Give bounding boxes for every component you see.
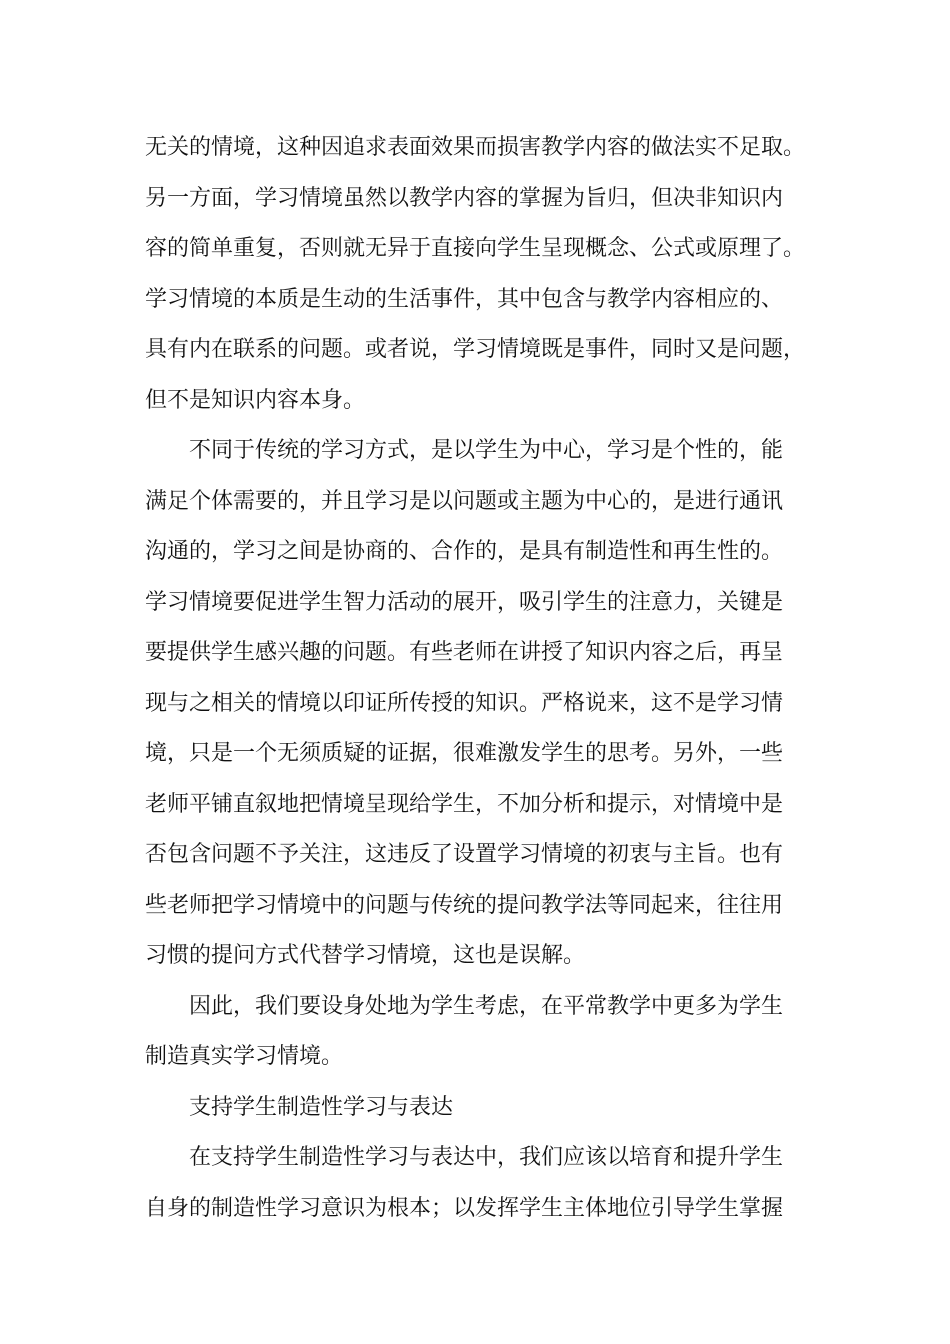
text-line: 具有内在联系的问题。或者说，学习情境既是事件，同时又是问题， xyxy=(145,337,806,362)
text-line: 现与之相关的情境以印证所传授的知识。严格说来，这不是学习情 xyxy=(145,690,784,716)
section-heading: 支持学生制造性学习与表达 xyxy=(189,1094,454,1120)
text-line: 满足个体需要的，并且学习是以问题或主题为中心的，是进行通讯 xyxy=(145,488,784,514)
body-text xyxy=(145,127,825,1238)
paragraph-first-line: 因此，我们要设身处地为学生考虑，在平常教学中更多为学生 xyxy=(189,993,784,1019)
text-line: 学习情境要促进学生智力活动的展开，吸引学生的注意力，关键是 xyxy=(145,589,784,615)
text-line: 习惯的提问方式代替学习情境，这也是误解。 xyxy=(145,943,586,968)
text-line: 自身的制造性学习意识为根本；以发挥学生主体地位引导学生掌握 xyxy=(145,1195,784,1221)
text-line: 否包含问题不予关注，这违反了设置学习情境的初衷与主旨。也有 xyxy=(145,842,784,867)
text-line: 境，只是一个无须质疑的证据，很难激发学生的思考。另外，一些 xyxy=(145,741,784,766)
text-line: 老师平铺直叙地把情境呈现给学生，不加分析和提示，对情境中是 xyxy=(145,791,784,817)
text-line: 但不是知识内容本身。 xyxy=(145,387,366,413)
text-line: 学习情境的本质是生动的生活事件，其中包含与教学内容相应的、 xyxy=(145,286,784,312)
text-line: 制造真实学习情境。 xyxy=(145,1044,344,1069)
paragraph-first-line: 在支持学生制造性学习与表达中，我们应该以培育和提升学生 xyxy=(189,1145,784,1170)
text-line: 些老师把学习情境中的问题与传统的提问教学法等同起来，往往用 xyxy=(145,892,784,918)
text-line: 另一方面，学习情境虽然以教学内容的掌握为旨归，但决非知识内 xyxy=(145,185,784,211)
text-line: 容的简单重复，否则就无异于直接向学生呈现概念、公式或原理了。 xyxy=(145,236,806,261)
text-line: 要提供学生感兴趣的问题。有些老师在讲授了知识内容之后，再呈 xyxy=(145,640,784,665)
text-line: 无关的情境，这种因追求表面效果而损害教学内容的做法实不足取。 xyxy=(145,135,806,160)
text-line: 沟通的，学习之间是协商的、合作的，是具有制造性和再生性的。 xyxy=(145,539,784,564)
paragraph-first-line: 不同于传统的学习方式，是以学生为中心，学习是个性的，能 xyxy=(189,438,784,463)
